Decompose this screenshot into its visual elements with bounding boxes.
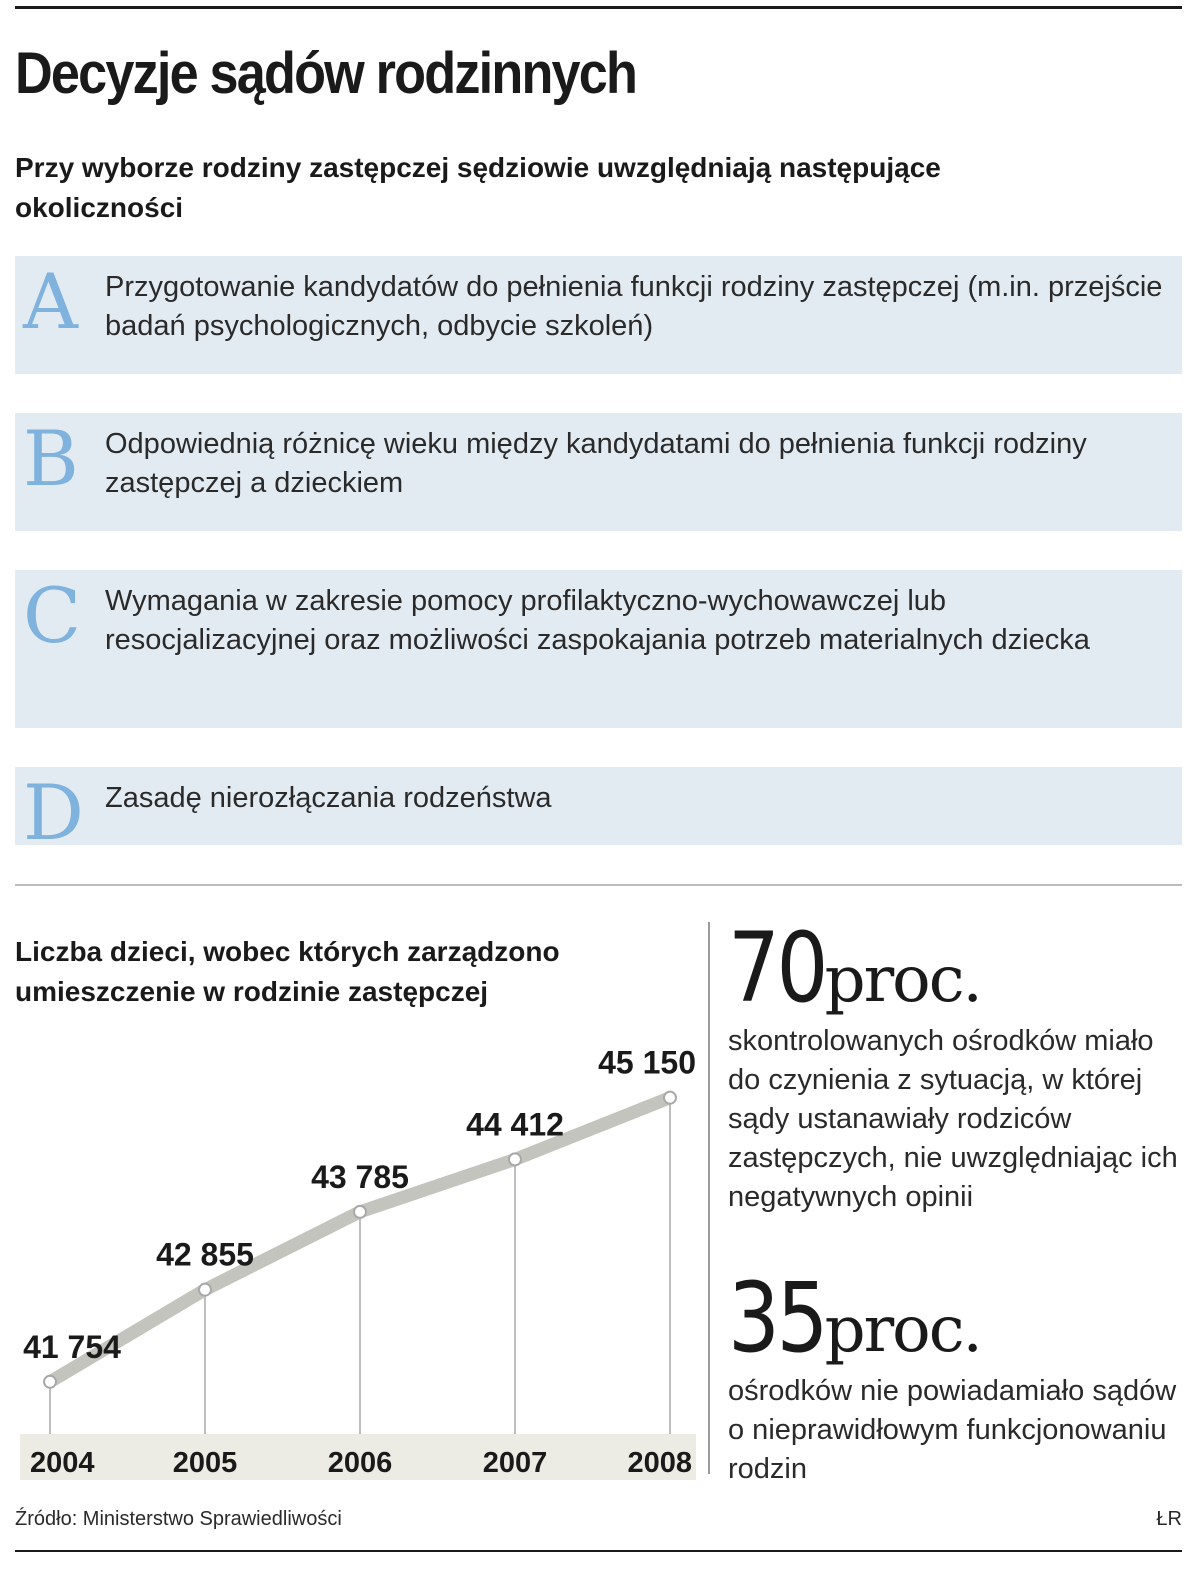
source-note: Źródło: Ministerstwo Sprawiedliwości: [15, 1508, 342, 1530]
bottom-rule: [15, 1550, 1182, 1552]
data-point: [199, 1284, 211, 1296]
chart-title: Liczba dzieci, wobec których zarządzono umieszczenie w rodzinie zastępczej: [15, 936, 560, 1007]
criterion-a: [15, 256, 1182, 374]
stat-number: 35: [728, 1262, 826, 1374]
stat-description: ośrodków nie powiadamiało sądów o nieprawidłowym funkcjonowaniu rodzin: [728, 1375, 1177, 1485]
criterion-letter: B: [23, 414, 79, 503]
criterion-text: Przygotowanie kandydatów do pełnienia funkcji rodziny zastępczej (m.in. przejście badań psychologicznych, odbycie szkoleń): [105, 271, 1163, 342]
criterion-text: Wymagania w zakresie pomocy profilaktyczno-wychowawczej lub resocjalizacyjnej oraz możliwości zaspokajania potrzeb materialnych dziecka: [105, 585, 1090, 656]
criterion-letter: A: [23, 257, 78, 346]
criterion-b: [15, 413, 1182, 531]
data-point: [509, 1153, 521, 1165]
x-tick-label: 2006: [327, 1447, 393, 1479]
x-tick-label: 2007: [482, 1447, 548, 1479]
x-tick-label: 2008: [627, 1447, 692, 1479]
x-tick-label: 2004: [30, 1447, 95, 1479]
section-divider: [15, 884, 1182, 886]
page-subtitle: Przy wyborze rodziny zastępczej sędziowie uwzględniają następujące okoliczności: [15, 152, 941, 223]
stat-number: 70: [728, 912, 826, 1024]
criterion-text: Odpowiednią różnicę wieku między kandydatami do pełnienia funkcji rodziny zastępczej a dzieckiem: [105, 428, 1087, 499]
data-point: [664, 1092, 676, 1104]
stat-unit: proc.: [824, 1293, 981, 1367]
criterion-text: Zasadę nierozłączania rodzeństwa: [105, 782, 552, 814]
data-label: 42 855: [156, 1236, 254, 1273]
author-credit: ŁR: [1156, 1508, 1182, 1530]
criterion-c: [15, 570, 1182, 728]
data-label: 44 412: [466, 1106, 564, 1143]
x-tick-label: 2005: [172, 1447, 238, 1479]
data-point: [354, 1206, 366, 1218]
criterion-letter: C: [23, 571, 82, 660]
stat-35: [728, 1262, 1188, 1489]
criterion-d: [15, 767, 1182, 857]
data-point: [44, 1376, 56, 1388]
line-chart: [0, 1020, 705, 1480]
data-label: 45 150: [598, 1044, 696, 1081]
stat-description: skontrolowanych ośrodków miało do czynienia z sytuacją, w której sądy ustanawiały rodziców zastępczych, nie uwzględniając ich negatywnych opinii: [728, 1025, 1178, 1213]
stat-unit: proc.: [824, 943, 981, 1017]
criterion-letter: D: [23, 768, 84, 857]
page-title: Decyzje sądów rodzinnych: [15, 41, 637, 106]
data-label: 41 754: [23, 1328, 121, 1365]
vertical-divider: [708, 922, 710, 1474]
top-rule: [15, 6, 1182, 9]
data-label: 43 785: [311, 1158, 409, 1195]
stat-70: [728, 912, 1188, 1217]
